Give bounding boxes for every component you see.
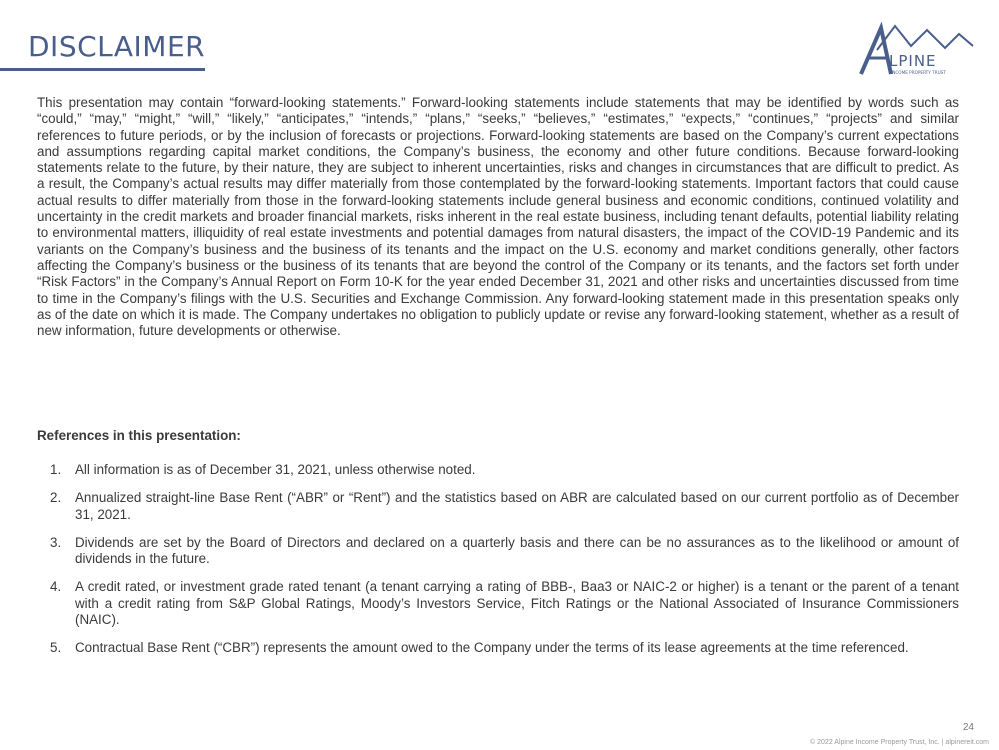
reference-item <box>37 640 959 656</box>
page-number: 24 <box>962 722 974 733</box>
reference-number: 2. <box>50 490 62 506</box>
reference-text: Annualized straight-line Base Rent (“ABR” or “Rent”) and the statistics based on ABR are calculated based on our current portfolio as of December 31, 2021. <box>75 490 959 522</box>
reference-item <box>37 490 959 523</box>
reference-number: 1. <box>50 462 62 477</box>
reference-item <box>37 535 959 568</box>
page-title: DISCLAIMER <box>28 30 206 63</box>
reference-text: Contractual Base Rent (“CBR”) represents the amount owed to the Company under the terms of its lease agreements at the time referenced. <box>75 640 909 656</box>
reference-item <box>37 579 959 628</box>
reference-text: A credit rated, or investment grade rated tenant (a tenant carrying a rating of BBB-, Baa3 or NAIC-2 or higher) is a tenant or the parent of a tenant with a credit rating from S&P Global Ratings, Moody’s Investors Service, Fitch Ratings or the National Associated of Insurance Commissioners (NAIC). <box>75 579 959 628</box>
reference-number: 5. <box>50 640 62 656</box>
reference-text: All information is as of December 31, 2021, unless otherwise noted. <box>75 462 476 477</box>
logo-subtitle: INCOME PROPERTY TRUST <box>891 70 946 75</box>
reference-item <box>37 462 959 478</box>
logo-wordmark: LPINE <box>889 52 937 70</box>
reference-number: 3. <box>50 534 62 550</box>
footer-copyright: © 2022 Alpine Income Property Trust, Inc. | alpinereit.com <box>810 739 989 746</box>
reference-text: Dividends are set by the Board of Directors and declared on a quarterly basis and there can be no assurances as to the likelihood or amount of dividends in the future. <box>75 534 959 567</box>
title-underline <box>0 68 205 71</box>
references-heading: References in this presentation: <box>37 428 241 443</box>
disclaimer-paragraph: This presentation may contain “forward-looking statements.” Forward-looking statements include statements that may be identified by words such as “could,” “may,” “might,” “will,” “likely,” “anticipates,” “intends,” “plans,” “seeks,” “believes,” “estimates,” “expects,” “continues,” “projects” and similar references to future periods, or by the inclusion of forecasts or projections. Forward-looking statements are based on the Company’s current expectations and assumptions regarding capital market conditions, the Company’s business, the economy and other future conditions. Because forward-looking statements relate to the future, by their nature, they are subject to inherent uncertainties, risks and changes in circumstances that are difficult to predict. As a result, the Company’s actual results may differ materially from those contemplated by the forward-looking statements. Important factors that could cause actual results to differ materially from those in the forward-looking statements include general business and economic conditions, continued volatility and uncertainty in the credit markets and broader financial markets, risks inherent in the real estate business, including tenant defaults, potential liability relating to environmental matters, illiquidity of real estate investments and potential damages from natural disasters, the impact of the COVID-19 Pandemic and its variants on the Company’s business and the business of its tenants and the impact on the U.S. economy and market conditions generally, other factors affecting the Company’s business or the business of its tenants that are beyond the control of the Company or its tenants, and the factors set forth under “Risk Factors” in the Company’s Annual Report on Form 10-K for the year ended December 31, 2021 and other risks and uncertainties discussed from time to time in the Company’s filings with the U.S. Securities and Exchange Commission. Any forward-looking statement made in this presentation speaks only as of the date on which it is made. The Company undertakes no obligation to publicly update or revise any forward-looking statement, whether as a result of new information, future developments or otherwise. <box>37 95 959 339</box>
mountain-logo-icon <box>855 20 975 78</box>
references-list <box>37 462 959 669</box>
reference-number: 4. <box>50 579 62 595</box>
